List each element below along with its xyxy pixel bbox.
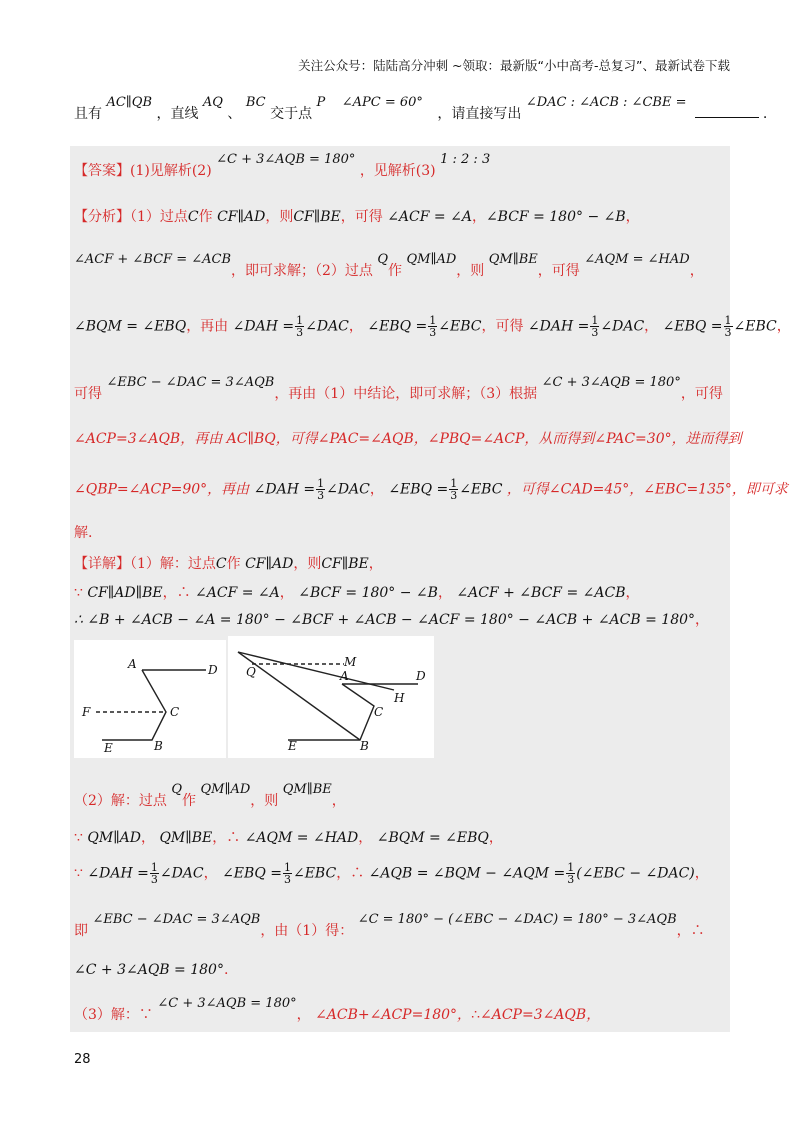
math: AQ	[202, 95, 223, 110]
math: ∠DAC	[305, 318, 349, 335]
denominator: 3	[450, 489, 458, 502]
math: ∠DAC : ∠ACB : ∠CBE =	[525, 95, 687, 110]
fraction	[428, 315, 437, 338]
math: ∠APC = 60°	[341, 95, 423, 110]
label-f: F	[82, 705, 91, 719]
fraction	[150, 862, 159, 885]
text: ，	[331, 793, 346, 809]
denominator: 3	[429, 326, 437, 339]
text: .	[762, 106, 768, 122]
text: ，	[676, 923, 691, 939]
math: ∠BCF = 180° − ∠B	[485, 209, 626, 225]
text: （1）过点	[130, 209, 188, 225]
math: ∠EBC	[459, 481, 503, 498]
math: QM∥AD	[200, 782, 251, 797]
math: P	[316, 95, 326, 110]
text: ，	[625, 209, 640, 225]
text: ，	[141, 830, 155, 846]
detail-tag: 【详解】	[74, 556, 130, 572]
analysis-line-3	[74, 315, 791, 338]
math: C	[215, 556, 227, 572]
math: Q	[171, 782, 183, 797]
math: C	[187, 209, 199, 225]
label-e: E	[288, 739, 297, 753]
text: 即	[74, 923, 88, 939]
text: ，则	[265, 209, 294, 225]
text: （3）解：	[74, 1007, 139, 1023]
text: ，	[776, 318, 791, 335]
text: 、	[227, 106, 242, 122]
text: 交于点	[270, 106, 313, 122]
text: ，	[625, 585, 640, 601]
therefore-symbol: ∴	[690, 923, 705, 939]
label-a: A	[340, 669, 349, 683]
label-m: M	[344, 655, 357, 669]
math: ∠EBC − ∠DAC = 3∠AQB	[106, 375, 275, 390]
text: ，再由（1）中结论，即可求解；（3）根据	[274, 386, 538, 402]
text: ，	[162, 585, 177, 601]
fraction	[724, 315, 733, 338]
numerator: 1	[450, 477, 458, 490]
math: ∠EBQ =	[367, 318, 428, 335]
text: 作	[226, 556, 241, 572]
analysis-line-1	[74, 206, 640, 226]
text: ，	[296, 1007, 311, 1023]
analysis-line-5: ∠ACP=3∠AQB，再由 AC∥BQ，可得∠PAC=∠AQB，∠PBQ=∠ACP，从而得到∠PAC=30°，进而得到	[74, 431, 742, 447]
math: QM∥AD	[87, 830, 141, 846]
numerator: 1	[429, 314, 437, 327]
math: BC	[245, 95, 266, 110]
text: ，由（1）得：	[260, 923, 354, 939]
label-c: C	[170, 705, 180, 719]
math: AC∥QB	[106, 95, 153, 110]
text: ，则	[456, 263, 485, 279]
label-b: B	[154, 739, 163, 753]
text: （2）解：过点	[74, 793, 167, 809]
text: ，	[695, 612, 710, 628]
math: ∠EBQ =	[222, 865, 282, 882]
text: ∠ACP=3∠AQB，	[479, 1007, 601, 1023]
segment-qb	[238, 652, 360, 740]
math: ∠ACF + ∠BCF = ∠ACB	[74, 252, 231, 267]
math: ∠C + 3∠AQB = 180°	[541, 375, 681, 390]
text: .	[223, 962, 229, 978]
denominator: 3	[567, 873, 575, 886]
analysis-line-7: 解.	[74, 525, 93, 541]
text: ∠ACB+∠ACP=180°，	[315, 1007, 472, 1023]
text: 作	[388, 263, 403, 279]
text: ，可得	[481, 318, 524, 335]
detail-line-1	[74, 553, 383, 573]
text: ，	[203, 865, 218, 882]
because-symbol: ∵	[74, 830, 83, 846]
fraction	[295, 315, 304, 338]
label-h: H	[394, 691, 405, 705]
detail-part3-line	[74, 996, 601, 1024]
math: ∠C + 3∠AQB = 180°	[74, 962, 224, 978]
answer-blank	[695, 117, 759, 118]
because-symbol: ∵	[74, 865, 83, 882]
denominator: 3	[150, 873, 158, 886]
because-symbol: ∵	[74, 585, 83, 601]
detail-part2-line-5	[74, 962, 228, 978]
question-line	[74, 95, 768, 123]
detail-part2-line-4	[74, 912, 705, 940]
math: ∠BCF = 180° − ∠B	[298, 585, 438, 601]
numerator: 1	[296, 314, 304, 327]
math: CF∥AD	[245, 556, 294, 572]
numerator: 1	[283, 861, 291, 874]
denominator: 3	[591, 326, 599, 339]
math: QM∥BE	[282, 782, 332, 797]
text: ，可得	[680, 386, 723, 402]
text: ，	[358, 830, 373, 846]
polyline-acbe	[288, 684, 374, 740]
fraction	[316, 478, 325, 501]
text: ，	[336, 865, 351, 882]
therefore-symbol: ∴	[226, 830, 241, 846]
math: QM∥BE	[159, 830, 213, 846]
math: CF∥BE	[321, 556, 369, 572]
math: ∠DAC	[159, 865, 204, 882]
label-b: B	[360, 739, 369, 753]
figure-1	[74, 640, 226, 758]
text: ∠QBP=∠ACP=90°，再由	[74, 481, 250, 498]
math: ∠EBC	[292, 865, 337, 882]
label-q: Q	[246, 665, 256, 679]
numerator: 1	[567, 861, 575, 874]
text: ，	[437, 585, 452, 601]
fraction	[449, 478, 458, 501]
polyline-acbe	[102, 670, 166, 740]
fraction	[283, 862, 292, 885]
math: ∠DAC	[326, 481, 370, 498]
numerator: 1	[317, 477, 325, 490]
math: Q	[377, 252, 389, 267]
analysis-line-6	[74, 478, 788, 501]
numerator: 1	[591, 314, 599, 327]
text: ，直线	[156, 106, 199, 122]
label-d: D	[208, 663, 218, 677]
text: 可得	[74, 386, 102, 402]
fraction	[590, 315, 599, 338]
numerator: 1	[724, 314, 732, 327]
text: ，	[471, 209, 486, 225]
math: ∠EBQ =	[388, 481, 449, 498]
label-c: C	[374, 705, 384, 719]
math: ∴ ∠B + ∠ACB − ∠A = 180° − ∠BCF + ∠ACB − ∠ACF = 180° − ∠ACB + ∠ACB = 180°	[74, 612, 696, 628]
text: ，	[488, 830, 503, 846]
math: ∠DAH =	[87, 865, 149, 882]
math: ∠AQM = ∠HAD	[584, 252, 690, 267]
math: QM∥BE	[488, 252, 538, 267]
detail-part2-line-3	[74, 862, 709, 885]
math: CF∥AD	[217, 209, 266, 225]
text: (1)见解析(2)	[130, 163, 212, 179]
analysis-line-4	[74, 375, 723, 403]
detail-line-2	[74, 582, 639, 602]
math: ∠ACF = ∠A	[195, 585, 280, 601]
math: ∠EBQ =	[662, 318, 723, 335]
text: ，	[279, 585, 294, 601]
detail-part2-line-1	[74, 782, 346, 810]
text: ，再由	[186, 318, 229, 335]
text: ，请直接写出	[437, 106, 522, 122]
math: ∠EBC	[438, 318, 482, 335]
answer-line	[74, 152, 491, 180]
label-e: E	[104, 741, 113, 755]
math: ∠ACF + ∠BCF = ∠ACB	[456, 585, 626, 601]
text: ，	[368, 556, 383, 572]
denominator: 3	[317, 489, 325, 502]
math: (∠EBC − ∠DAC)	[576, 865, 695, 882]
detail-part2-line-2	[74, 827, 503, 847]
math: ∠EBC	[733, 318, 777, 335]
therefore-symbol: ∴	[350, 865, 365, 882]
math: ∠DAH =	[232, 318, 295, 335]
text: ，即可求解；（2）过点	[231, 263, 373, 279]
because-symbol: ∵	[138, 1007, 153, 1023]
text: ，	[348, 318, 363, 335]
text: ，则	[250, 793, 279, 809]
denominator: 3	[296, 326, 304, 339]
page-number: 28	[74, 1052, 91, 1067]
text: 作	[198, 209, 213, 225]
math: ∠AQB = ∠BQM − ∠AQM =	[368, 865, 566, 882]
detail-line-3	[74, 609, 709, 629]
therefore-symbol: ∴	[471, 1007, 480, 1023]
analysis-line-2	[74, 252, 704, 280]
text: ，	[212, 830, 227, 846]
math: ∠DAH =	[253, 481, 316, 498]
figure-2	[228, 636, 434, 758]
text: 作	[182, 793, 197, 809]
math: ∠C + 3∠AQB = 180°	[157, 996, 297, 1011]
math: CF∥BE	[293, 209, 341, 225]
math: ∠DAH =	[527, 318, 590, 335]
label-a: A	[128, 657, 137, 671]
math: ∠AQM = ∠HAD	[244, 830, 359, 846]
text: ，	[694, 865, 709, 882]
page-header: 关注公众号：陆陆高分冲刺 ~领取：最新版“小中高考-总复习”、最新试卷下载	[298, 58, 730, 73]
math: CF∥AD∥BE	[87, 585, 163, 601]
text: ，	[644, 318, 659, 335]
therefore-symbol: ∴	[176, 585, 191, 601]
text: ，见解析(3)	[359, 163, 436, 179]
text: ，	[369, 481, 384, 498]
math: ∠DAC	[600, 318, 645, 335]
math: ∠C = 180° − (∠EBC − ∠DAC) = 180° − 3∠AQB	[357, 912, 677, 927]
numerator: 1	[150, 861, 158, 874]
denominator: 3	[724, 326, 732, 339]
line-qh	[238, 652, 394, 690]
text: （1）解：过点	[130, 556, 216, 572]
answer-tag: 【答案】	[74, 163, 130, 179]
analysis-tag: 【分析】	[74, 209, 130, 225]
text: ，可得∠CAD=45°，∠EBC=135°，即可求	[506, 481, 788, 498]
math: ∠EBC − ∠DAC = 3∠AQB	[92, 912, 261, 927]
text: 且有	[74, 106, 102, 122]
math: QM∥AD	[406, 252, 457, 267]
text: ，则	[293, 556, 322, 572]
label-d: D	[416, 669, 426, 683]
text: ，	[689, 263, 704, 279]
fraction	[566, 862, 575, 885]
math: ∠BQM = ∠EBQ	[376, 830, 489, 846]
text: ，可得	[340, 209, 383, 225]
denominator: 3	[283, 873, 291, 886]
math: ∠ACF = ∠A	[387, 209, 472, 225]
math: 1 : 2 : 3	[440, 152, 491, 167]
math: ∠C + 3∠AQB = 180°	[216, 152, 356, 167]
math: ∠BQM = ∠EBQ	[74, 318, 187, 335]
text: ，可得	[537, 263, 580, 279]
